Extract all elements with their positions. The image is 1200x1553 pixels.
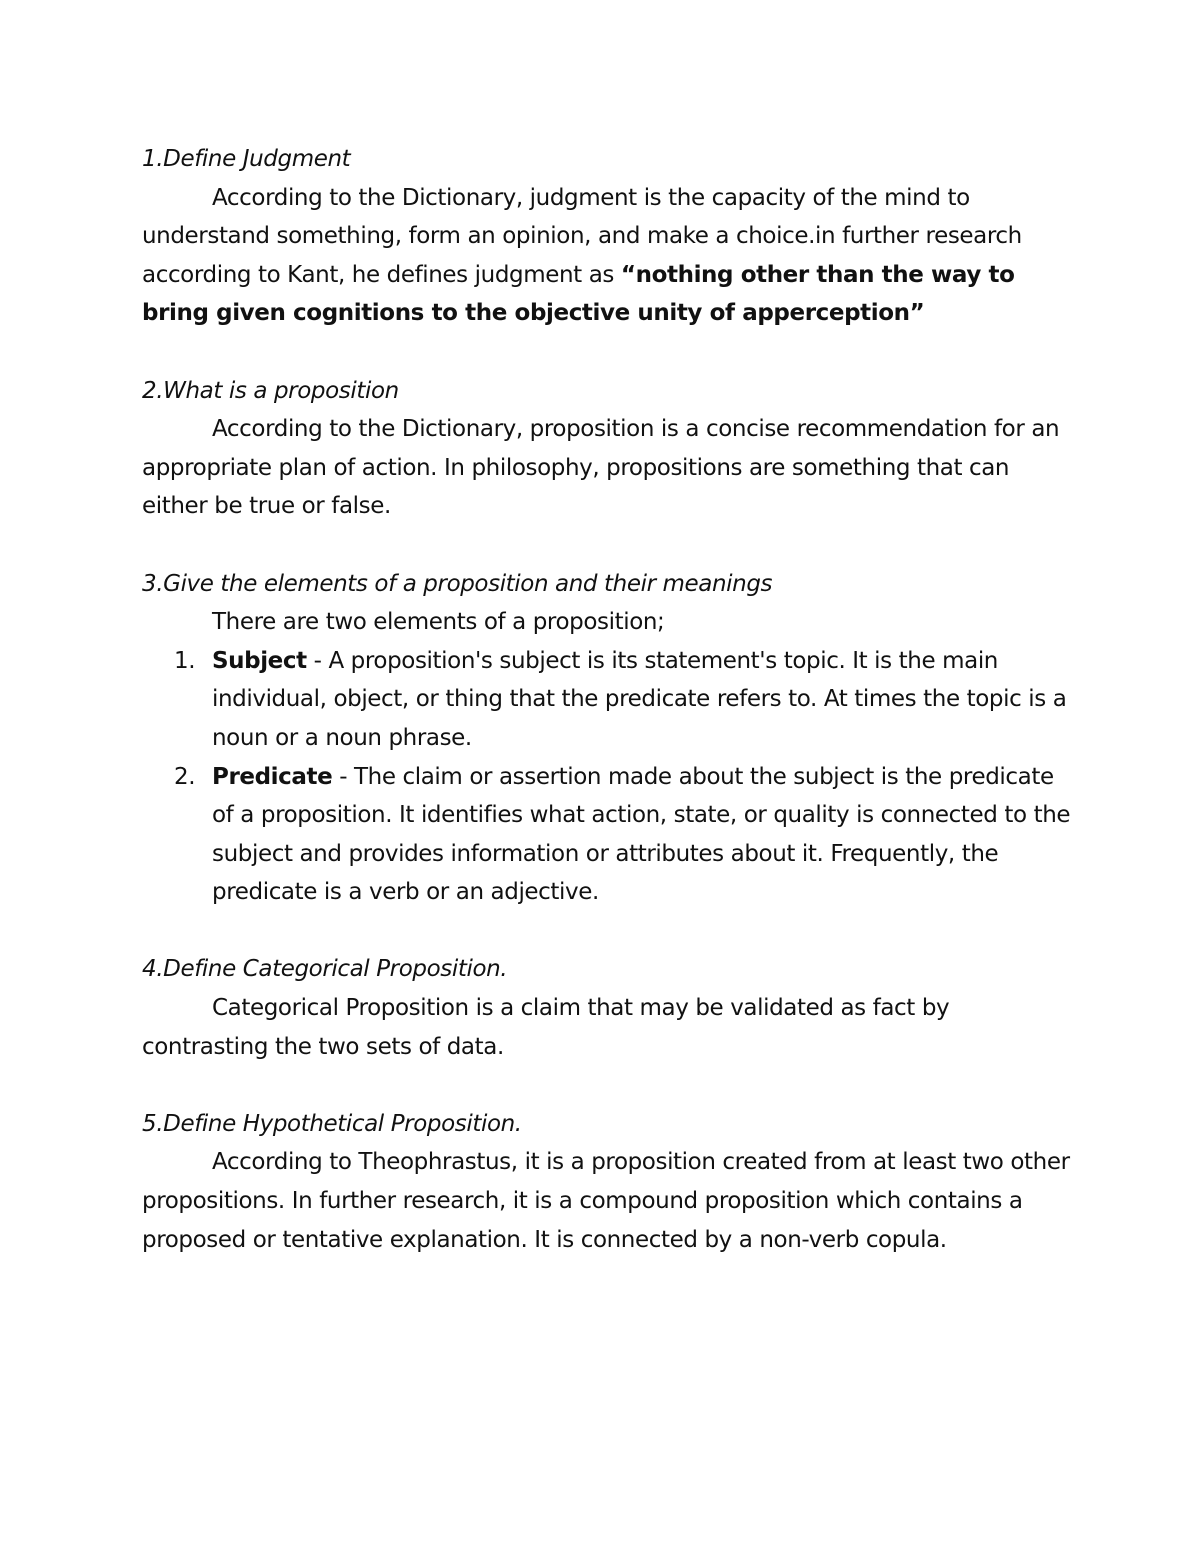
list-item-predicate [142, 758, 1072, 912]
list-number: 2. [174, 763, 196, 790]
kant-quote: “nothing other than the way to bring given cognitions to the objective unity of apperception” [142, 261, 1015, 327]
list-text: - The claim or assertion made about the subject is the predicate of a proposition. It identifies what action, state, or quality is connected to the subject and provides information or attributes about it. Frequently, the predicate is a verb or an adjective. [212, 763, 1071, 906]
list-text: - A proposition's subject is its statement's topic. It is the main individual, object, or thing that the predicate refers to. At times the topic is a noun or a noun phrase. [212, 647, 1067, 751]
section-categorical-proposition [142, 950, 1072, 1066]
list-term: Subject [212, 647, 307, 674]
list-term: Predicate [212, 763, 333, 790]
section-hypothetical-proposition [142, 1105, 1072, 1259]
document-page [142, 140, 1072, 1298]
body-text: According to the Dictionary, judgment is the capacity of the mind to understand something, form an opinion, and make a choice.in further research according to Kant, he defines judgment as [142, 184, 1022, 288]
section-heading: 4.Define Categorical Proposition. [142, 956, 508, 983]
section-heading: 5.Define Hypothetical Proposition. [142, 1110, 522, 1137]
list-item-subject [142, 642, 1072, 758]
section-intro: There are two elements of a proposition; [212, 609, 665, 636]
section-heading: 3.Give the elements of a proposition and their meanings [142, 570, 773, 597]
list-number: 1. [174, 647, 196, 674]
section-body [142, 179, 1072, 333]
section-body: According to Theophrastus, it is a proposition created from at least two other propositions. In further research, it is a compound proposition which contains a proposed or tentative explanation. It is connected by a non-verb copula. [142, 1149, 1070, 1253]
section-what-is-proposition [142, 372, 1072, 526]
section-body: Categorical Proposition is a claim that may be validated as fact by contrasting the two sets of data. [142, 995, 950, 1060]
elements-list [142, 642, 1072, 912]
section-define-judgment [142, 140, 1072, 333]
section-elements-of-proposition [142, 565, 1072, 912]
section-body: According to the Dictionary, proposition is a concise recommendation for an appropriate plan of action. In philosophy, propositions are something that can either be true or false. [142, 416, 1060, 520]
section-heading: 2.What is a proposition [142, 377, 399, 404]
section-heading: 1.Define Judgment [142, 146, 351, 172]
